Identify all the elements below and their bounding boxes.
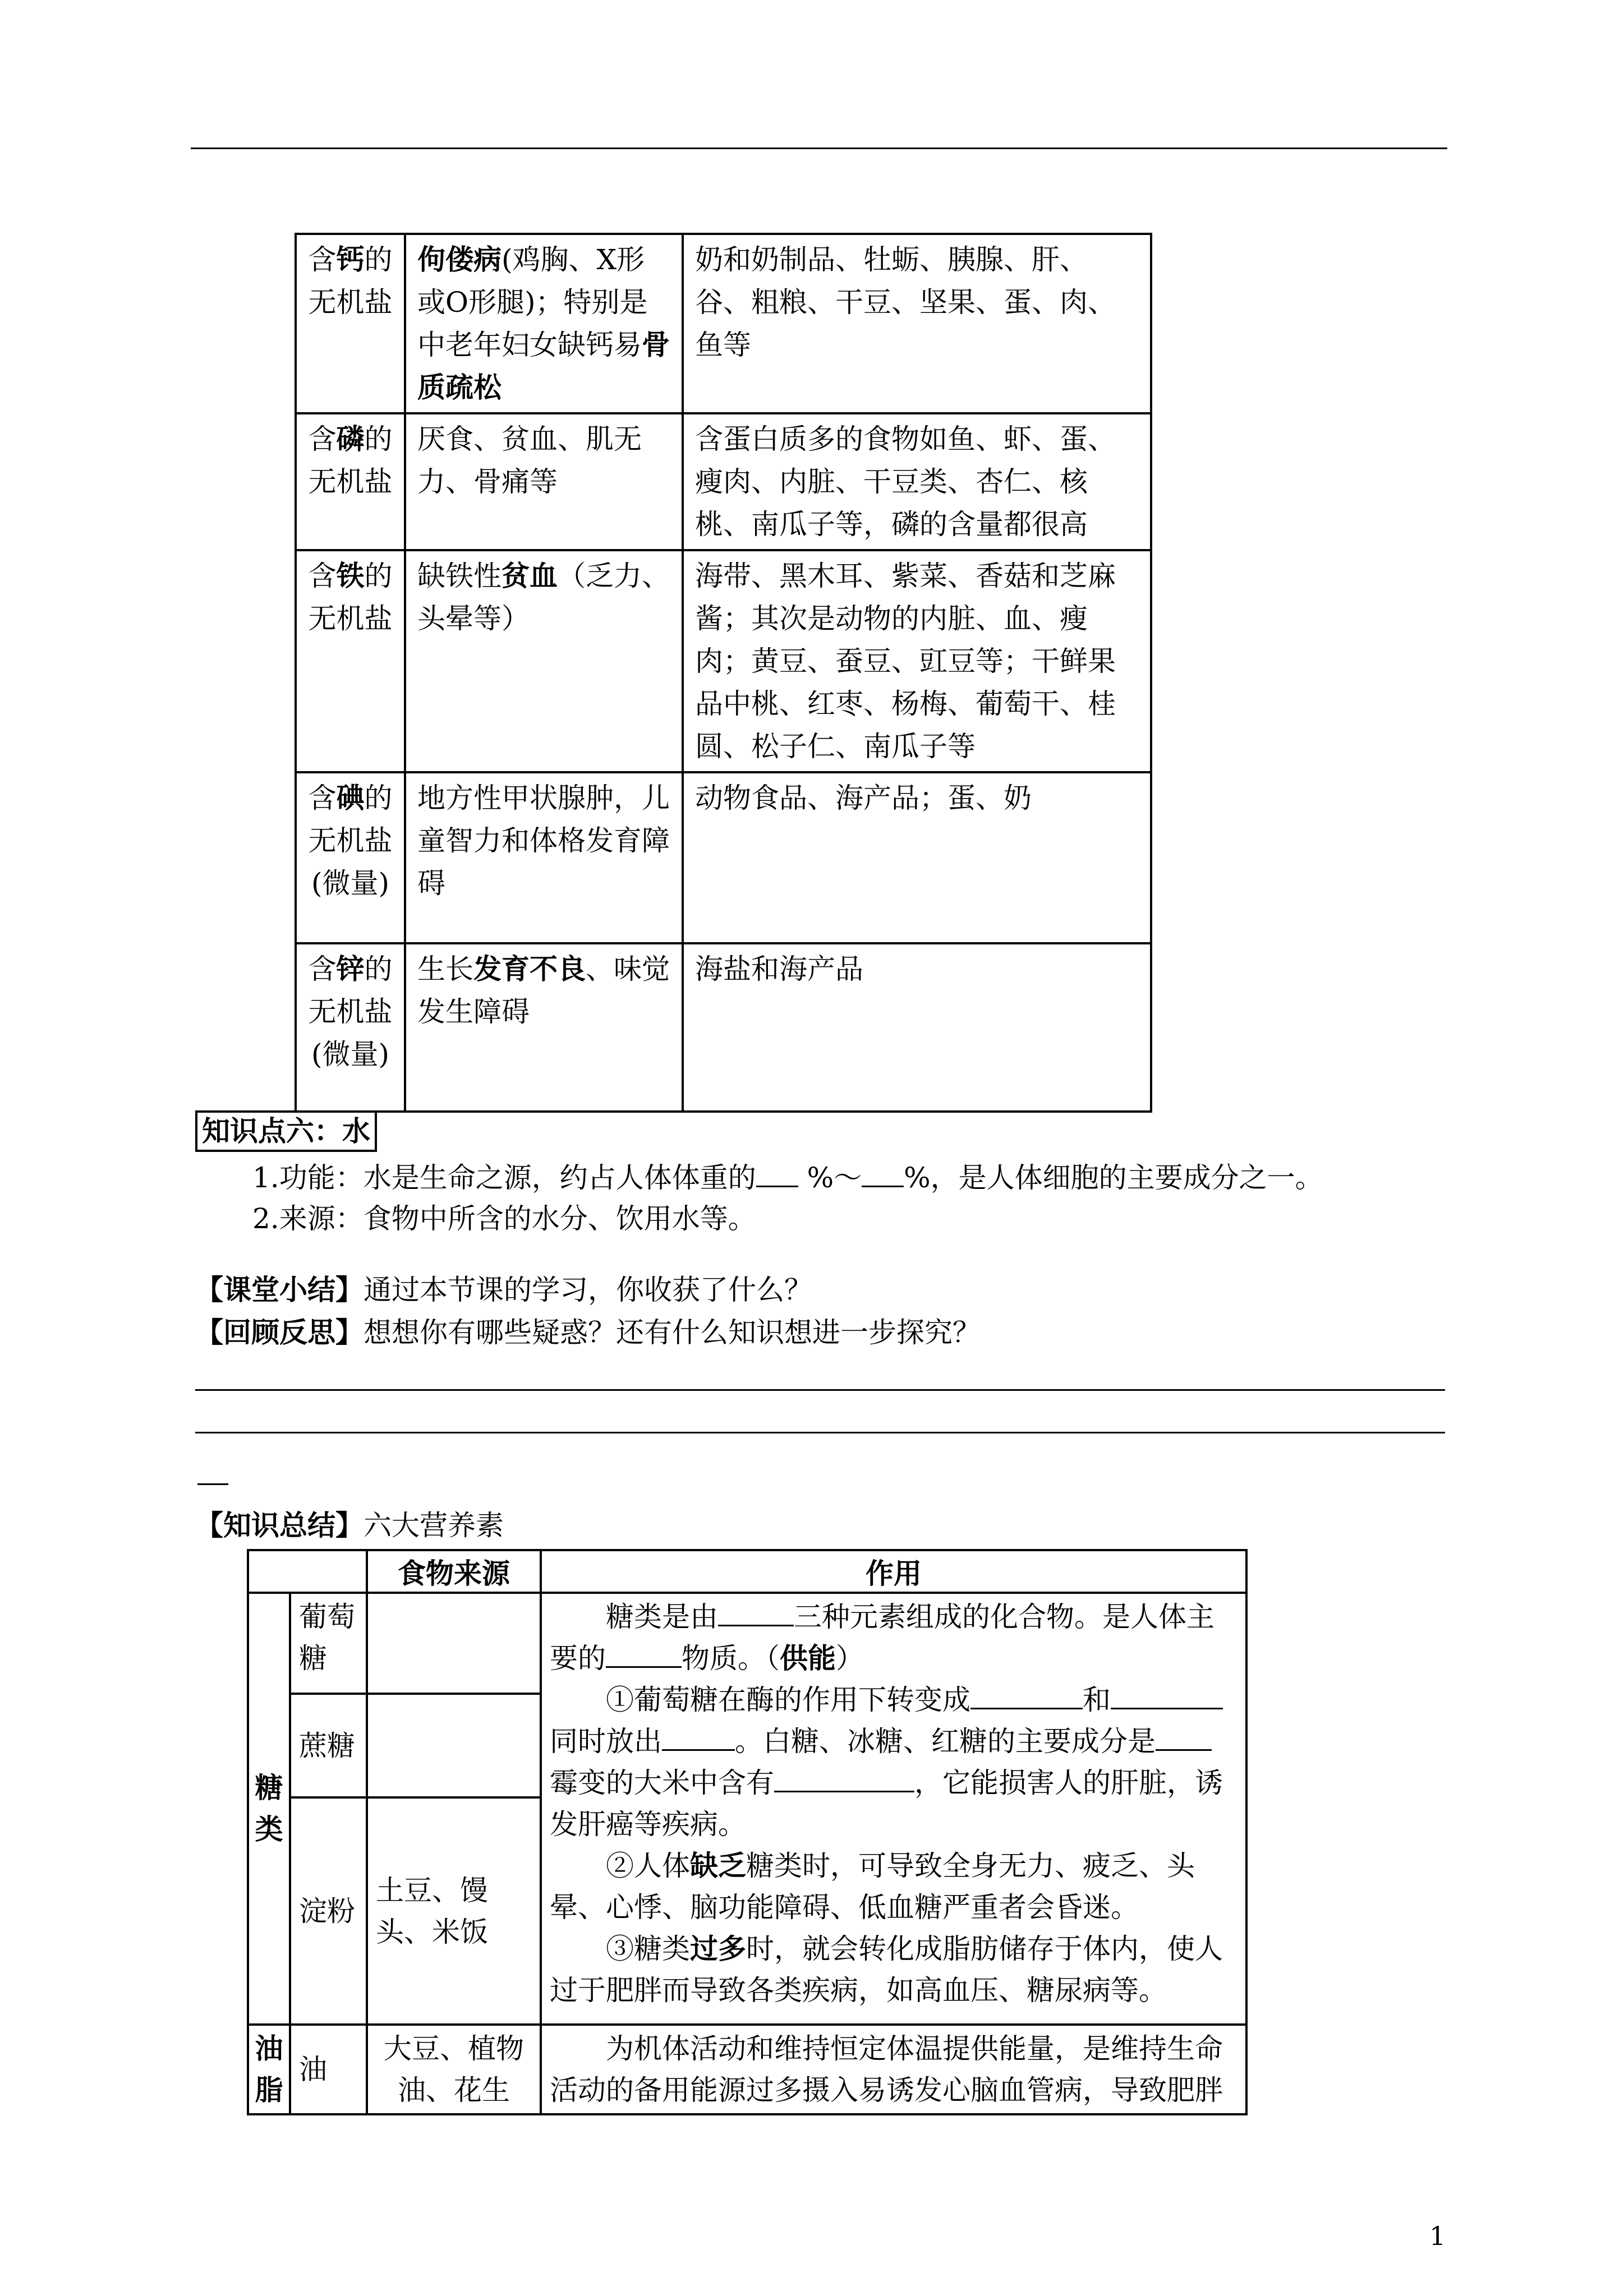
deficiency-symptoms — [405, 413, 683, 550]
mineral-qualifier: (微量) — [311, 1038, 389, 1071]
deficiency-text: 生长 — [417, 953, 473, 985]
reflection-text: 想想你有哪些疑惑？还有什么知识想进一步探究？ — [364, 1316, 981, 1349]
mineral-element: 铁 — [336, 559, 365, 592]
water-function — [252, 1156, 1323, 1199]
sugar-function — [541, 1593, 1246, 2025]
deficiency-text: (鸡胸、X形或O形腿)；特别是中老年妇女缺钙易 — [417, 243, 648, 361]
mineral-row — [296, 550, 1151, 772]
deficiency-text: （乏力、头晕等） — [417, 560, 670, 635]
answer-line-short — [197, 1483, 228, 1485]
role-text: 物质。（ — [682, 1642, 780, 1675]
mineral-name — [296, 772, 405, 943]
deficiency-text: 厌食、贫血、肌无力、骨痛等 — [417, 423, 642, 498]
reflection — [195, 1311, 981, 1354]
mineral-element: 磷 — [336, 422, 365, 455]
mineral-name-text: 的无机盐 — [308, 953, 393, 1028]
fill-blank — [1156, 1721, 1212, 1751]
water-source: 2.来源：食物中所含的水分、饮用水等。 — [252, 1202, 756, 1235]
food-sources: 海盐和海产品 — [683, 943, 1151, 1112]
mineral-name-text: 含 — [308, 423, 337, 455]
role-text: 糖类时，可导致全身无力、疲乏、头晕、心悸、脑功能障碍、低血糖严重者会昏迷。 — [550, 1850, 1195, 1924]
sugar-function-paragraph — [550, 1845, 1237, 1928]
mineral-name-text: 含 — [308, 782, 337, 814]
role-text: 糖类是由 — [606, 1601, 718, 1633]
food-sources: 动物食品、海产品；蛋、奶 — [683, 772, 1151, 943]
role-text: ②人体 — [606, 1850, 690, 1882]
role-text: 同时放出 — [550, 1725, 662, 1758]
mineral-name-text: 的无机盐 — [308, 782, 393, 857]
deficiency-text: 地方性甲状腺肿，儿童智力和体格发育障碍 — [417, 782, 670, 900]
deficiency-text: 贫血 — [502, 559, 558, 592]
nutrient-table — [247, 1549, 1248, 2115]
item-source — [367, 1694, 541, 1797]
header-blank — [248, 1550, 367, 1593]
nutrient-row — [248, 1593, 1246, 1694]
fill-blank — [662, 1721, 735, 1751]
fill-blank — [606, 1638, 682, 1668]
role-text: ③糖类 — [606, 1933, 690, 1965]
deficiency-text: 、味觉发生障碍 — [417, 953, 670, 1028]
sugar-function-paragraph — [550, 1596, 1237, 1679]
deficiency-text: 佝偻病 — [417, 243, 502, 276]
nutrient-header-row — [248, 1550, 1246, 1593]
knowledge-summary-label: 【知识总结】 — [195, 1509, 364, 1542]
class-summary-label: 【课堂小结】 — [195, 1273, 364, 1306]
reflection-label: 【回顾反思】 — [195, 1316, 364, 1349]
role-text: 。白糖、冰糖、红糖的主要成分是 — [735, 1725, 1156, 1758]
role-text: 和 — [1083, 1684, 1111, 1716]
item-name: 葡萄糖 — [290, 1593, 367, 1694]
mineral-name-text: 的无机盐 — [308, 423, 393, 498]
knowledge-summary-text: 六大营养素 — [364, 1509, 504, 1542]
mineral-element: 碘 — [336, 781, 365, 814]
section-heading-water: 知识点六：水 — [195, 1110, 377, 1152]
role-text-bold: 供能 — [780, 1642, 836, 1675]
water-function-text: 1.功能：水是生命之源，约占人体体重的 — [252, 1161, 756, 1194]
header-food-source: 食物来源 — [367, 1550, 541, 1593]
fill-blank — [718, 1597, 794, 1626]
sugar-function-paragraph — [550, 1928, 1237, 2011]
mineral-qualifier: (微量) — [311, 867, 389, 900]
item-source: 大豆、植物油、花生 — [367, 2025, 541, 2114]
role-text: 三种元素组成的化合物。是人体主要的 — [550, 1601, 1214, 1675]
mineral-name — [296, 943, 405, 1112]
mineral-name — [296, 234, 405, 413]
item-name: 淀粉 — [290, 1797, 367, 2025]
fill-blank — [774, 1763, 914, 1792]
mineral-name-text: 的无机盐 — [308, 243, 393, 319]
fill-blank — [756, 1158, 798, 1187]
deficiency-symptoms — [405, 550, 683, 772]
deficiency-text: 缺铁性 — [417, 560, 502, 592]
deficiency-symptoms — [405, 234, 683, 413]
mineral-name — [296, 550, 405, 772]
mineral-element: 锌 — [336, 952, 365, 985]
category-fat: 油脂 — [248, 2025, 290, 2114]
deficiency-symptoms — [405, 772, 683, 943]
knowledge-summary — [195, 1504, 504, 1547]
mineral-row — [296, 772, 1151, 943]
mineral-row — [296, 943, 1151, 1112]
mineral-name-text: 含 — [308, 953, 337, 985]
mineral-table-body — [296, 234, 1151, 1112]
mineral-name-text: 的无机盐 — [308, 560, 393, 635]
fat-function — [541, 2025, 1246, 2114]
food-sources: 海带、黑木耳、紫菜、香菇和芝麻酱；其次是动物的内脏、血、瘦肉；黄豆、蚕豆、豇豆等；干鲜果品中桃、红枣、杨梅、葡萄干、桂圆、松子仁、南瓜子等 — [683, 550, 1151, 772]
fat-function-text: 为机体活动和维持恒定体温提供能量，是维持生命活动的备用能源过多摄入易诱发心脑血管病，导致肥胖 — [550, 2032, 1223, 2106]
sugar-function-paragraph — [550, 1679, 1237, 1845]
role-text: ） — [836, 1642, 864, 1675]
fill-blank — [862, 1158, 904, 1187]
mineral-element: 钙 — [336, 243, 365, 276]
nutrient-row — [248, 2025, 1246, 2114]
deficiency-symptoms — [405, 943, 683, 1112]
class-summary-text: 通过本节课的学习，你收获了什么？ — [364, 1274, 812, 1306]
category-sugar: 糖类 — [248, 1593, 290, 2025]
item-name: 油 — [290, 2025, 367, 2114]
role-text: ①葡萄糖在酶的作用下转变成 — [606, 1684, 970, 1716]
answer-line — [195, 1432, 1445, 1433]
mineral-name-text: 含 — [308, 560, 337, 592]
item-source — [367, 1593, 541, 1694]
header-function: 作用 — [541, 1550, 1246, 1593]
page-number: 1 — [1429, 2221, 1446, 2251]
mineral-salt-table — [295, 233, 1152, 1113]
deficiency-text: 发育不良 — [473, 952, 586, 985]
role-text: 霉变的大米中含有 — [550, 1767, 774, 1799]
answer-line — [195, 1389, 1445, 1391]
role-text: ，它能损害人的肝脏，诱发肝癌等疾病。 — [550, 1767, 1223, 1841]
role-text-bold: 过多 — [690, 1932, 746, 1965]
water-function-text: %～ — [807, 1161, 862, 1194]
water-function-text: %，是人体细胞的主要成分之一。 — [904, 1161, 1323, 1194]
food-sources: 含蛋白质多的食物如鱼、虾、蛋、瘦肉、内脏、干豆类、杏仁、核桃、南瓜子等，磷的含量都很高 — [683, 413, 1151, 550]
deficiency-text: 骨质疏松 — [417, 328, 670, 404]
item-source: 土豆、馒头、米饭 — [367, 1797, 541, 2025]
role-text-bold: 缺乏 — [690, 1849, 746, 1882]
mineral-name — [296, 413, 405, 550]
mineral-row — [296, 413, 1151, 550]
fill-blank — [1111, 1680, 1223, 1709]
mineral-row — [296, 234, 1151, 413]
role-text: 时，就会转化成脂肪储存于体内，使人过于肥胖而导致各类疾病，如高血压、糖尿病等。 — [550, 1933, 1223, 2007]
class-summary — [195, 1269, 812, 1311]
mineral-name-text: 含 — [308, 243, 337, 276]
fill-blank — [970, 1680, 1083, 1709]
header-rule — [191, 147, 1447, 149]
item-name: 蔗糖 — [290, 1694, 367, 1797]
food-sources: 奶和奶制品、牡蛎、胰腺、肝、谷、粗粮、干豆、坚果、蛋、肉、鱼等 — [683, 234, 1151, 413]
